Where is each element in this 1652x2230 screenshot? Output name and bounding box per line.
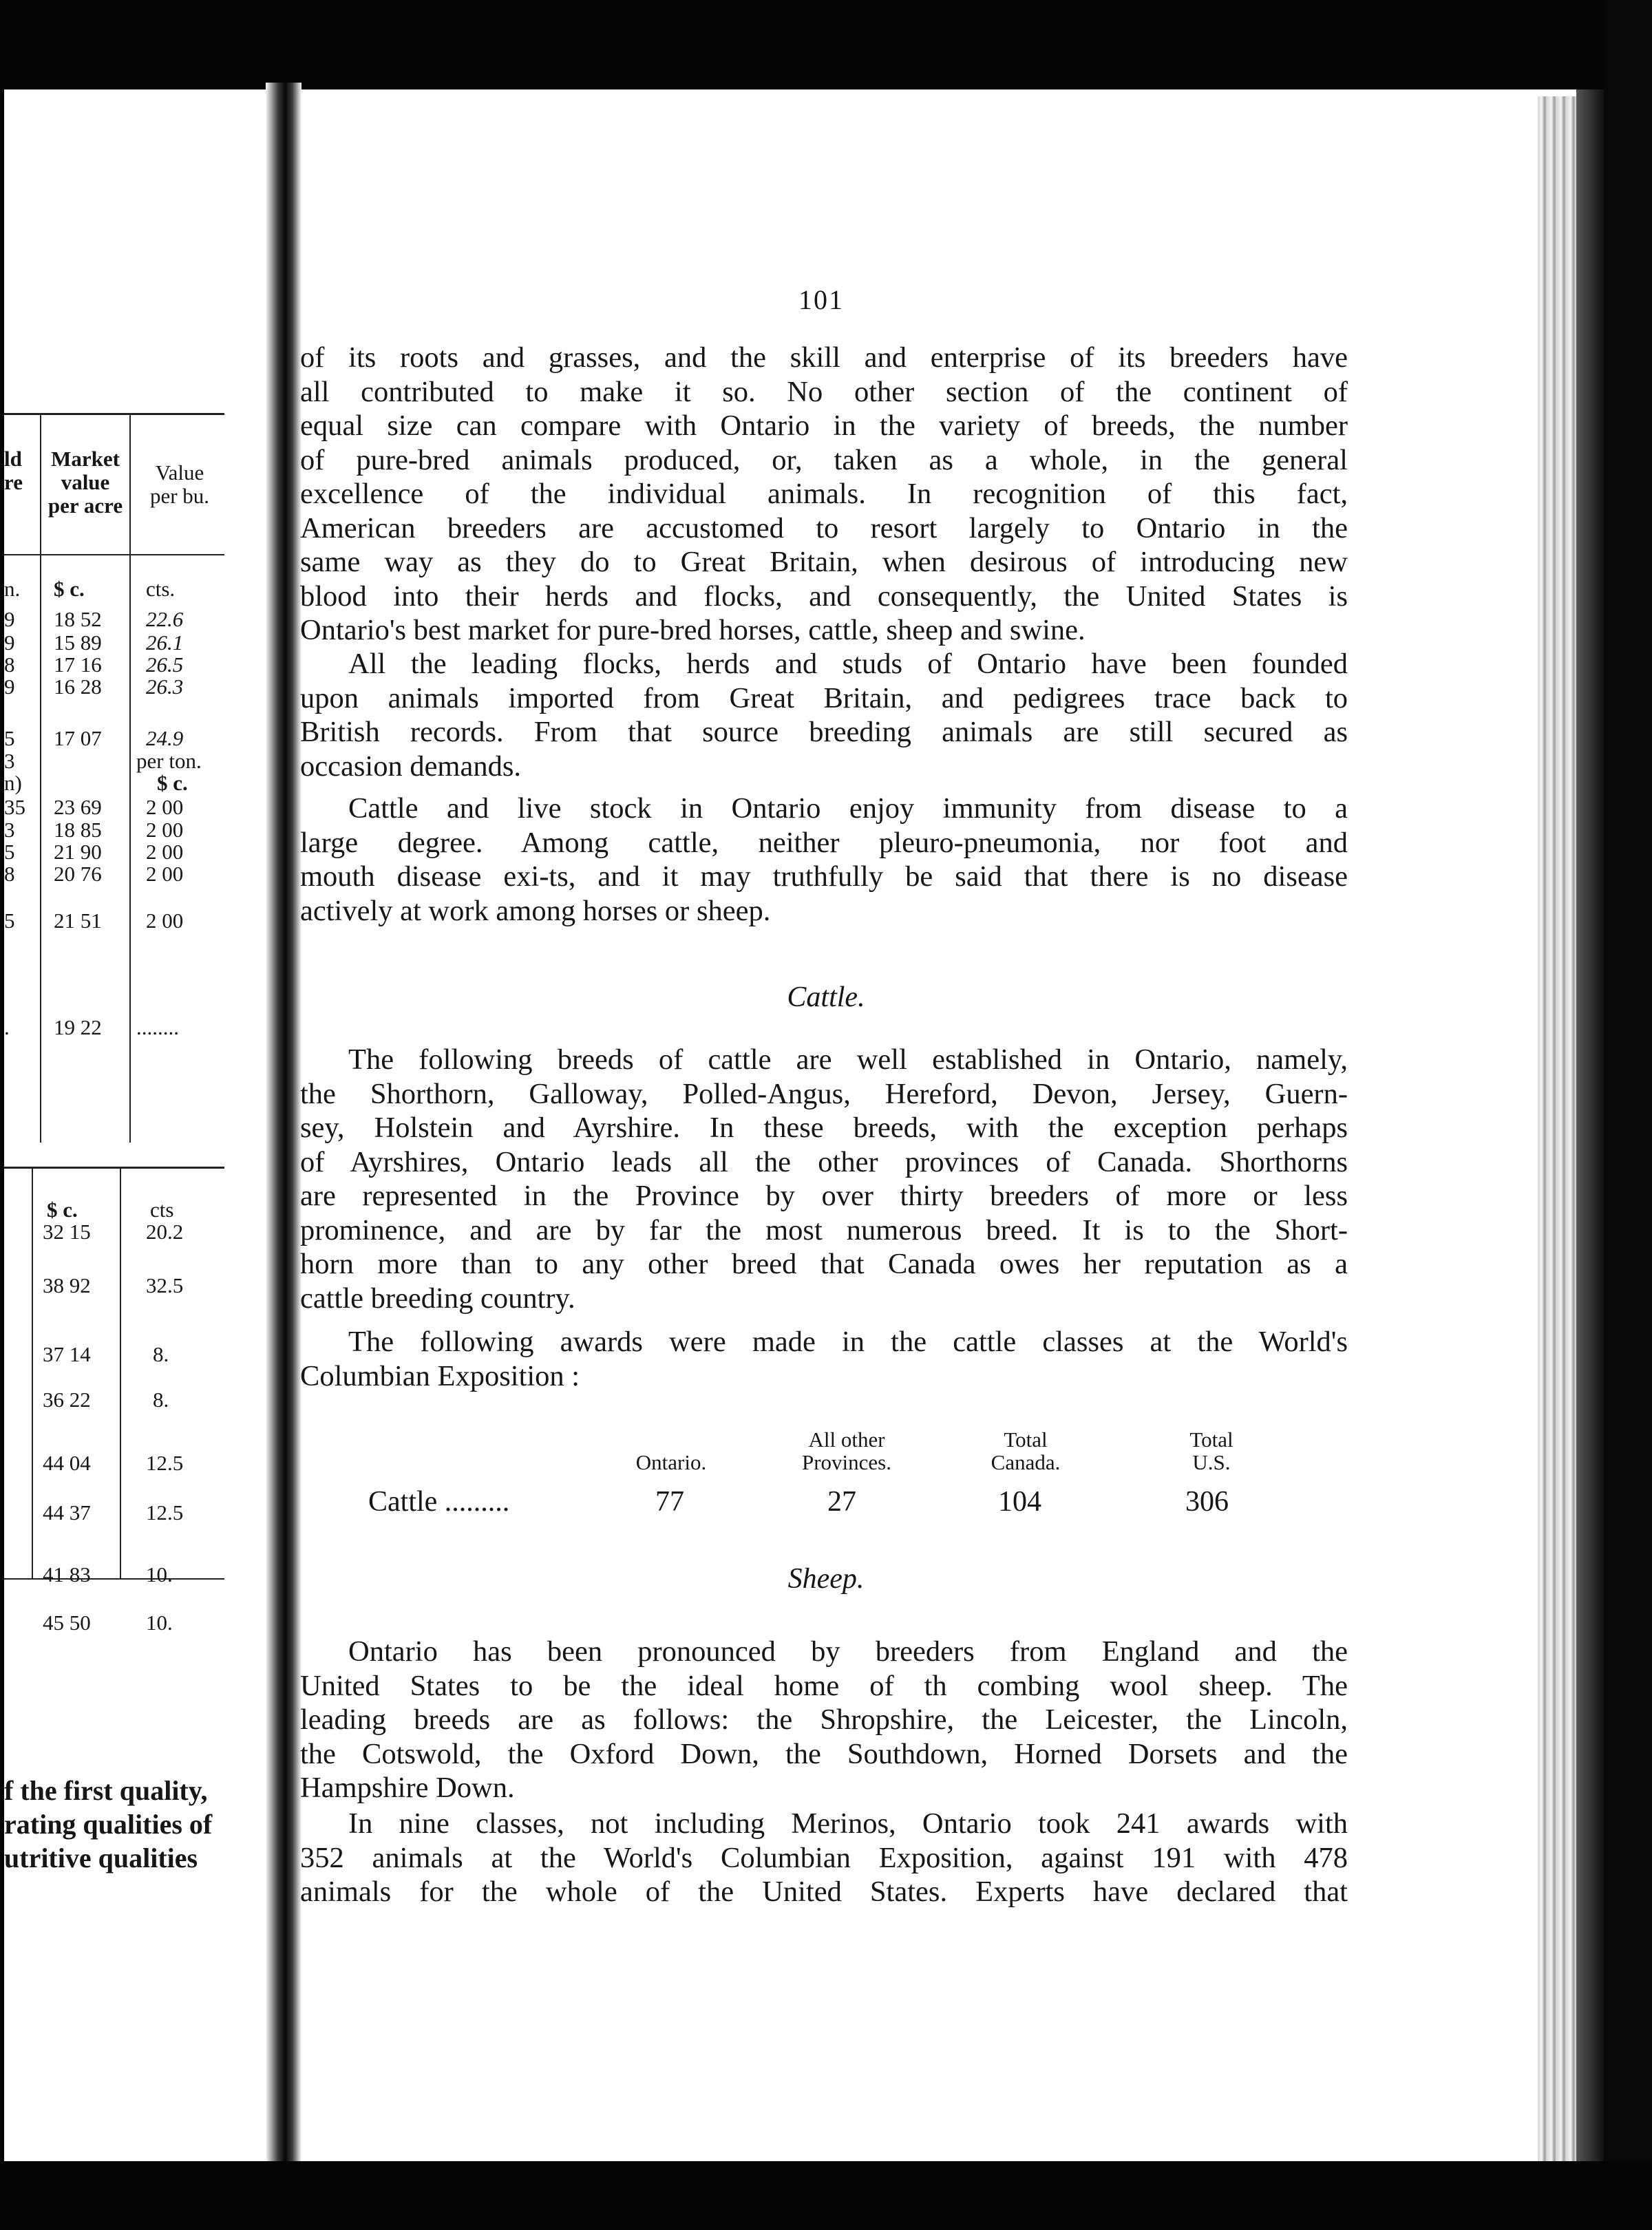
text-line: occasion demands. [300,750,522,783]
text-line: excellence of the individual animals. In recognition of this fact, [300,478,1348,510]
paragraph [300,1043,1348,1315]
book-gutter [266,83,301,2168]
text-line: equal size can compare with Ontario in the variety of breeds, the number [300,410,1348,442]
table-cell: 9 [4,607,15,631]
text-line: Ontario's best market for pure-bred horses, cattle, sheep and swine. [300,614,1086,646]
paragraph [300,1325,1348,1393]
table-top-rule [4,1167,224,1169]
scan-border-top [0,0,1652,89]
text-line: mouth disease exi-ts, and it may truthfully be said that there is no disease [300,860,1348,893]
text-line: are represented in the Province by over thirty breeders of more or less [300,1180,1348,1212]
table-cell: 32 15 [43,1220,91,1244]
paragraph [300,647,1348,783]
table-cell: 38 92 [43,1273,91,1297]
table-column-divider [129,413,131,1143]
table-cell: 9 [4,675,15,699]
table-cell: n. [4,577,21,601]
table-cell: 37 14 [43,1342,91,1366]
table-cell: 8 [4,652,15,677]
table-cell: 41 83 [43,1562,91,1586]
text-line: Hampshire Down. [300,1772,515,1804]
awards-header-other-provinces: All other Provinces. [801,1427,891,1474]
table-unit-label: cts. [146,577,176,601]
table-cell: 12.5 [146,1500,184,1525]
table-cell: 35 [4,795,25,819]
scan-border-right [1604,0,1652,2230]
text-line: the Shorthorn, Galloway, Polled-Angus, Hereford, Devon, Jersey, Guern- [300,1077,1348,1110]
table-cell: ........ [136,1015,179,1039]
text-line: Cattle and live stock in Ontario enjoy immunity from disease to a [348,792,1348,825]
text-line: The following breeds of cattle are well established in Ontario, namely, [348,1043,1348,1076]
table-cell: 18 85 [54,818,102,842]
text-fragment-line: f the first quality, [4,1775,208,1806]
table-unit-label: $ c. [54,577,85,601]
text-line: all contributed to make it so. No other section of the continent of [300,375,1348,408]
table-column-divider [40,413,41,1143]
awards-value-total-canada: 104 [998,1486,1041,1518]
text-line: upon animals imported from Great Britain, and pedigrees trace back to [300,681,1348,714]
text-line: leading breeds are as follows: the Shropshire, the Leicester, the Lincoln, [300,1703,1348,1736]
table-header-value-per-bu: Value per bu. [149,460,210,508]
text-line: sey, Holstein and Ayrshire. In these breeds, with the exception perhaps [300,1112,1348,1144]
table-cell: 44 37 [43,1500,91,1525]
table-cell: 8. [153,1342,169,1366]
table-cell: 2 00 [146,909,184,933]
table-unit-label: $ c. [157,771,188,795]
table-cell: 21 51 [54,909,102,933]
table-cell: 18 52 [54,607,102,631]
paragraph [300,341,1348,648]
awards-header-ontario: Ontario. [635,1450,707,1474]
table-cell: 23 69 [54,795,102,819]
table-cell: 17 07 [54,726,102,750]
table-header-market-value: Market value per acre [47,447,123,518]
awards-header-total-canada: Total Canada. [991,1427,1061,1474]
table-cell: 16 28 [54,675,102,699]
page-stack-shadow [1576,89,1604,2161]
text-line: The following awards were made in the cattle classes at the World's [348,1326,1348,1358]
table-cell: 8 [4,862,15,886]
scan-border-bottom [0,2161,1652,2230]
table-cell: . [4,1015,10,1039]
awards-value-other-provinces: 27 [827,1486,856,1518]
awards-header-total-us: Total U.S. [1189,1427,1233,1474]
text-line: American breeders are accustomed to resort largely to Ontario in the [300,511,1348,544]
paragraph [300,792,1348,928]
table-unit-label: cts [150,1198,174,1222]
table-cell: 44 04 [43,1451,91,1475]
table-header-rule [4,554,224,555]
table-cell: 21 90 [54,840,102,864]
table-cell: 20 76 [54,862,102,886]
text-line: prominence, and are by far the most numerous breed. It is to the Short- [300,1213,1348,1246]
table-cell: 22.6 [146,607,184,631]
table-cell: 10. [146,1611,173,1635]
table-cell: 3 [4,749,15,773]
text-line: All the leading flocks, herds and studs of Ontario have been founded [348,648,1348,680]
table-unit-label: per ton. [136,749,202,773]
table-cell: 5 [4,726,15,750]
text-line: British records. From that source breeding animals are still secured as [300,716,1348,748]
text-line: In nine classes, not including Merinos, Ontario took 241 awards with [348,1807,1348,1840]
table-cell: 8. [153,1388,169,1412]
table-cell: 2 00 [146,795,184,819]
table-unit-label: $ c. [47,1198,78,1222]
text-line: United States to be the ideal home of th combing wool sheep. The [300,1669,1348,1702]
table-cell: 10. [146,1562,173,1586]
table-cell: 5 [4,909,15,933]
awards-value-total-us: 306 [1185,1486,1229,1518]
section-heading-cattle: Cattle. [787,981,865,1013]
table-cell: 45 50 [43,1611,91,1635]
table-cell: 3 [4,818,15,842]
table-cell: n) [4,771,22,795]
awards-row-label: Cattle ......... [368,1486,510,1518]
table-cell: 17 16 [54,652,102,677]
table-cell: 36 22 [43,1388,91,1412]
table-cell: 26.5 [146,652,184,677]
text-line: same way as they do to Great Britain, when desirous of introducing new [300,546,1348,578]
table-cell: 2 00 [146,840,184,864]
text-line: horn more than to any other breed that Canada owes her reputation as a [300,1248,1348,1280]
text-fragment-line: rating qualities of [4,1809,213,1840]
text-line: of its roots and grasses, and the skill and enterprise of its breeders have [300,341,1348,374]
text-fragment-line: utritive qualities [4,1843,198,1873]
table-header-yield: ld re [4,447,23,494]
table-cell: 26.3 [146,675,184,699]
text-line: actively at work among horses or sheep. [300,894,771,927]
awards-value-ontario: 77 [655,1486,684,1518]
table-cell: 15 89 [54,630,102,655]
text-line: animals for the whole of the United States. Experts have declared that [300,1876,1348,1908]
text-line: Ontario has been pronounced by breeders from England and the [348,1635,1348,1668]
page-number: 101 [798,284,844,315]
table-cell: 5 [4,840,15,864]
table-cell: 24.9 [146,726,184,750]
left-page-fragment [4,89,266,2161]
text-line: Columbian Exposition : [300,1359,580,1392]
text-line: of pure-bred animals produced, or, taken as a whole, in the general [300,443,1348,476]
paragraph [300,1635,1348,1805]
table-cell: 2 00 [146,818,184,842]
text-line: blood into their herds and flocks, and consequently, the United States is [300,580,1348,613]
table-column-divider [120,1167,121,1580]
table-cell: 32.5 [146,1273,184,1297]
text-line: of Ayrshires, Ontario leads all the other provinces of Canada. Shorthorns [300,1145,1348,1178]
paragraph [300,1807,1348,1909]
table-cell: 2 00 [146,862,184,886]
text-line: the Cotswold, the Oxford Down, the Southdown, Horned Dorsets and the [300,1737,1348,1770]
text-line: 352 animals at the World's Columbian Exposition, against 191 with 478 [300,1841,1348,1874]
section-heading-sheep: Sheep. [787,1563,865,1595]
text-line: cattle breeding country. [300,1282,575,1315]
table-top-rule [4,413,224,415]
text-line: large degree. Among cattle, neither pleuro-pneumonia, nor foot and [300,826,1348,859]
table-cell: 12.5 [146,1451,184,1475]
table-cell: 20.2 [146,1220,184,1244]
table-cell: 19 22 [54,1015,102,1039]
table-column-divider [32,1167,33,1580]
table-cell: 26.1 [146,630,184,655]
table-cell: 9 [4,630,15,655]
